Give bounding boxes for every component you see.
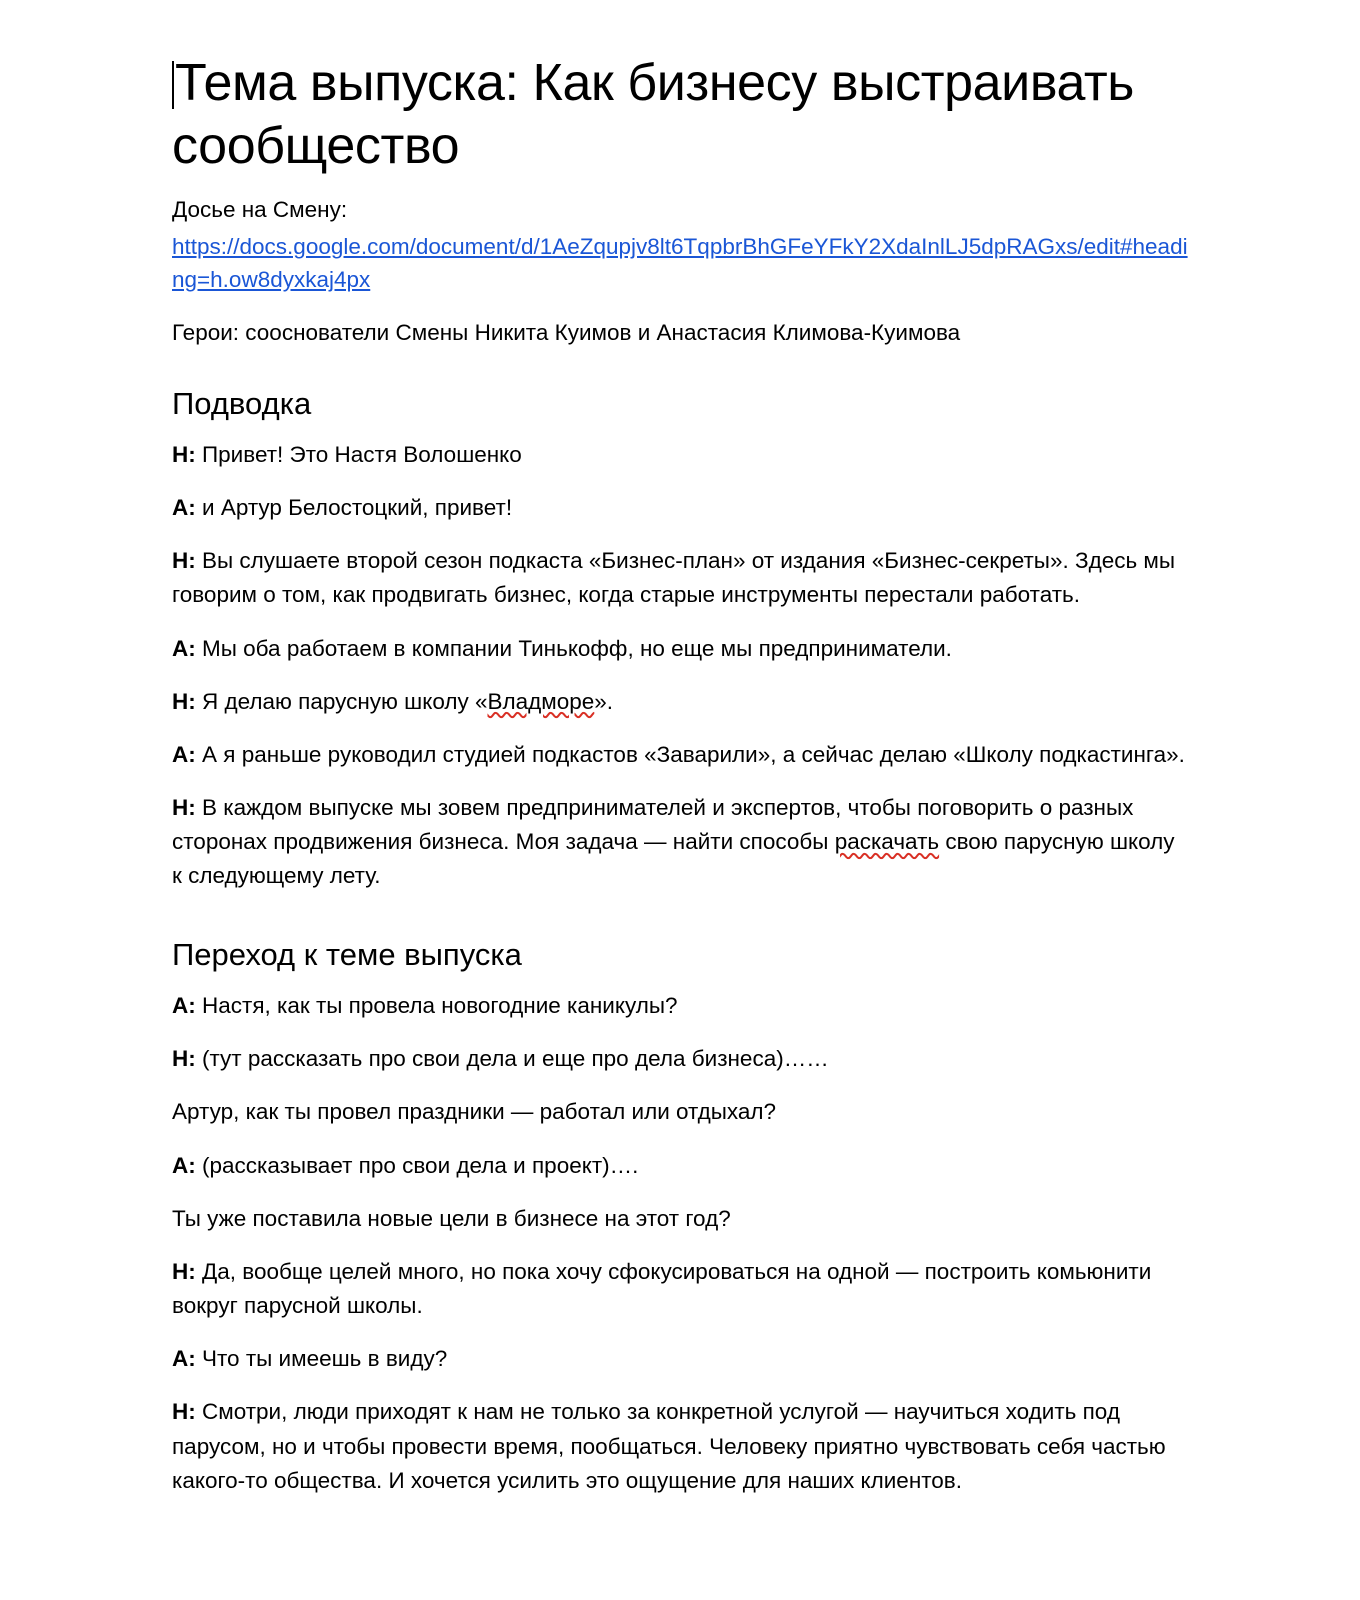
speaker-label: Н: (172, 1046, 196, 1072)
dialogue-line (172, 1042, 1190, 1076)
text-caret (172, 61, 174, 109)
dialogue-line (172, 1202, 1190, 1236)
speaker-label: Н: (172, 688, 196, 714)
dialogue-line (172, 1395, 1190, 1498)
dialogue-line (172, 685, 1190, 719)
section-heading-podvodka: Подводка (172, 385, 312, 421)
dialogue-text: Вы слушаете второй сезон подкаста «Бизнес-план» от издания «Бизнес-секреты». Здесь мы говорим о том, как продвигать бизнес, когда старые инструменты перестали работать. (172, 548, 1176, 608)
heroes-line: Герои: сооснователи Смены Никита Куимов и Анастасия Климова-Куимова (172, 320, 961, 346)
dialogue-line (172, 1149, 1190, 1183)
section-heading-perehod: Переход к теме выпуска (172, 936, 522, 972)
speaker-label: А: (172, 494, 196, 520)
dossier-link[interactable]: https://docs.google.com/document/d/1AeZqupjv8lt6TqpbrBhGFeYFkY2XdaInlLJ5dpRAGxs/edit#heading=h.ow8dyxkaj4px (172, 234, 1188, 292)
dialogue-text: Я делаю парусную школу «Владморе». (195, 688, 614, 714)
dialogue-text: Смотри, люди приходят к нам не только за конкретной услугой — научиться ходить под парусом, но и чтобы провести время, пообщаться. Человеку приятно чувствовать себя частью какого-то общества. И хочется усилить это ощущение для наших клиентов. (172, 1399, 1166, 1493)
speaker-label: Н: (172, 1399, 196, 1425)
dialogue-line (172, 544, 1190, 612)
page-title[interactable] (172, 52, 1190, 179)
dialogue-line (172, 1342, 1190, 1376)
speaker-label: А: (172, 1152, 196, 1178)
dialogue-line (172, 438, 1190, 472)
speaker-label: Н: (172, 548, 196, 574)
speaker-label: Н: (172, 441, 196, 467)
dialogue-line (172, 1095, 1190, 1129)
page-title-text: Тема выпуска: Как бизнесу выстраивать сообщество (172, 54, 1134, 176)
misspelled-word[interactable]: Владморе (487, 688, 595, 714)
dialogue-text: Мы оба работаем в компании Тинькофф, но еще мы предприниматели. (195, 635, 952, 661)
dialogue-text: и Артур Белостоцкий, привет! (195, 494, 513, 520)
speaker-label: А: (172, 635, 196, 661)
dialogue-text: Что ты имеешь в виду? (195, 1346, 448, 1372)
speaker-label: А: (172, 1346, 196, 1372)
dossier-link-paragraph (172, 231, 1190, 296)
dialogue-text: Настя, как ты провела новогодние каникулы? (195, 992, 678, 1018)
dialogue-line (172, 632, 1190, 666)
speaker-label: А: (172, 741, 196, 767)
dialogue-line (172, 989, 1190, 1023)
speaker-label: Н: (172, 795, 196, 821)
dialogue-line (172, 1255, 1190, 1323)
dialogue-line (172, 791, 1190, 894)
speaker-label: А: (172, 992, 196, 1018)
misspelled-word[interactable]: раскачать (834, 829, 940, 855)
speaker-label: Н: (172, 1258, 196, 1284)
dossier-label: Досье на Смену: (172, 196, 348, 222)
dialogue-text: Ты уже поставила новые цели в бизнесе на этот год? (172, 1205, 731, 1231)
dialogue-text: (тут рассказать про свои дела и еще про дела бизнеса)…… (195, 1046, 829, 1072)
dialogue-text: В каждом выпуске мы зовем предпринимателей и экспертов, чтобы поговорить о разных сторонах продвижения бизнеса. Моя задача — найти способы раскачать свою парусную школу к следующему лету. (172, 795, 1175, 889)
dialogue-text: Привет! Это Настя Волошенко (195, 441, 522, 467)
dialogue-line (172, 738, 1190, 772)
dialogue-text: А я раньше руководил студией подкастов «Заварили», а сейчас делаю «Школу подкастинга». (195, 741, 1185, 767)
dialogue-text: Да, вообще целей много, но пока хочу сфокусироваться на одной — построить комьюнити вокруг парусной школы. (172, 1258, 1152, 1319)
dialogue-line (172, 491, 1190, 525)
dialogue-text: (рассказывает про свои дела и проект)…. (195, 1152, 639, 1178)
dialogue-text: Артур, как ты провел праздники — работал или отдыхал? (172, 1099, 777, 1125)
